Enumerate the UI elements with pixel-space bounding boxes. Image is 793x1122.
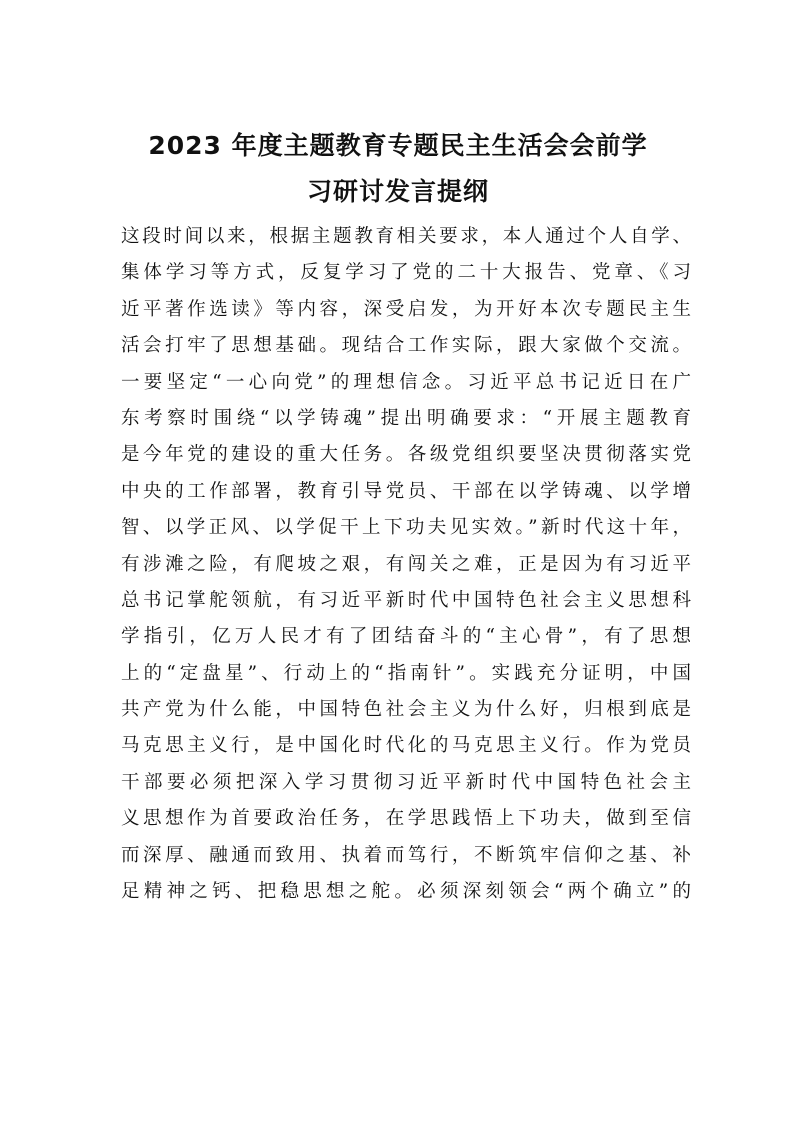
body-line: 马克思主义行，是中国化时代化的马克思主义行。作为党员 [121, 735, 691, 757]
body-line: 中央的工作部署，教育引导党员、干部在以学铸魂、以学增 [121, 480, 691, 502]
body-line: 上的“定盘星”、行动上的“指南针”。实践充分证明，中国 [121, 662, 691, 684]
body-line: 干部要必须把深入学习贯彻习近平新时代中国特色社会主 [121, 771, 691, 793]
body-line: 一要坚定“一心向党”的理想信念。习近平总书记近日在广 [121, 371, 691, 393]
body-line: 有涉滩之险，有爬坡之艰，有闯关之难，正是因为有习近平 [121, 553, 691, 575]
body-line: 而深厚、融通而致用、执着而笃行，不断筑牢信仰之基、补 [121, 844, 691, 866]
body-line: 近平著作选读》等内容，深受启发，为开好本次专题民主生 [121, 298, 691, 320]
body-line: 集体学习等方式，反复学习了党的二十大报告、党章、《习 [121, 262, 691, 284]
body-line: 学指引，亿万人民才有了团结奋斗的“主心骨”，有了思想 [121, 626, 691, 648]
body-line: 智、以学正风、以学促干上下功夫见实效。”新时代这十年， [121, 517, 691, 539]
document-body [121, 219, 691, 910]
body-line: 这段时间以来，根据主题教育相关要求，本人通过个人自学、 [121, 226, 691, 247]
body-line: 是今年党的建设的重大任务。各级党组织要坚决贯彻落实党 [121, 444, 691, 466]
body-line: 共产党为什么能，中国特色社会主义为什么好，归根到底是 [121, 699, 691, 721]
body-line: 足精神之钙、把稳思想之舵。必须深刻领会“两个确立”的 [121, 881, 691, 903]
body-line: 活会打牢了思想基础。现结合工作实际，跟大家做个交流。 [121, 335, 691, 357]
document-title-line-2: 习研讨发言提纲 [306, 177, 489, 206]
body-line: 义思想作为首要政治任务，在学思践悟上下功夫，做到至信 [121, 808, 691, 830]
body-line: 总书记掌舵领航，有习近平新时代中国特色社会主义思想科 [121, 589, 691, 611]
body-line: 东考察时围绕“以学铸魂”提出明确要求：“开展主题教育 [121, 407, 691, 429]
document-title-line-1: 2023 年度主题教育专题民主生活会会前学 [148, 131, 648, 160]
